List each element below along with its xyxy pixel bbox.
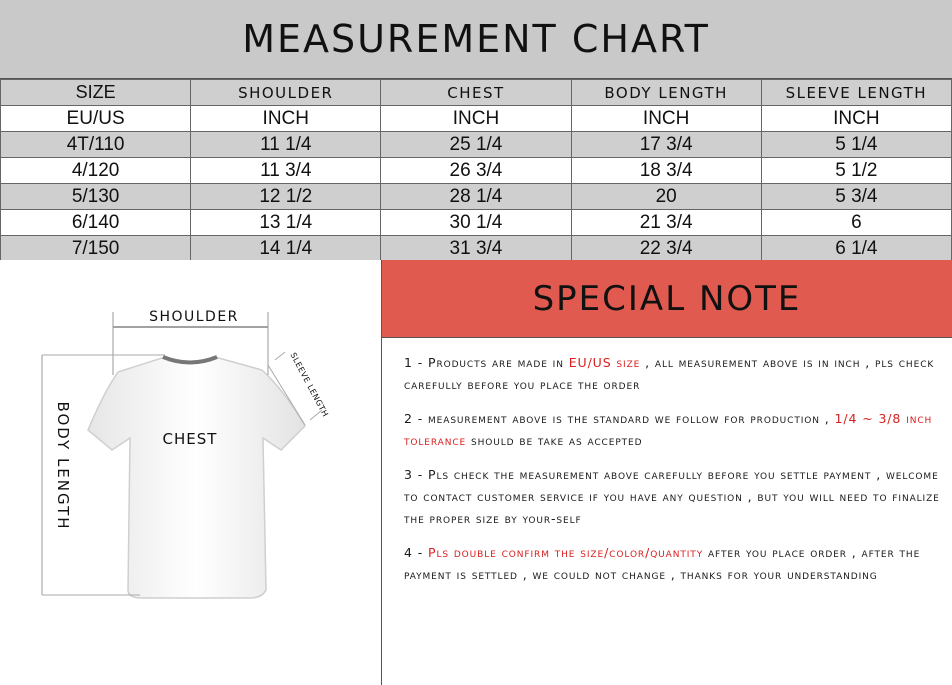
unit-cell: INCH [761,106,951,132]
body-length-cell: 22 3/4 [571,236,761,262]
tshirt-collar [163,357,217,363]
shoulder-cell: 14 1/4 [191,236,381,262]
chest-cell: 25 1/4 [381,132,571,158]
tshirt-diagram [0,260,381,685]
tshirt-diagram-panel [0,260,382,685]
body-length-cell: 18 3/4 [571,158,761,184]
note-4 [404,542,942,586]
chest-cell: 30 1/4 [381,210,571,236]
size-cell: 4/120 [1,158,191,184]
header-size: SIZE [1,80,191,106]
chest-cell: 28 1/4 [381,184,571,210]
unit-cell: EU/US [1,106,191,132]
table-row [1,132,952,158]
size-cell: 5/130 [1,184,191,210]
table-header-row [1,80,952,106]
note-2-text-a: 2 - measurement above is the standard we follow for production , [404,411,835,426]
note-1-text-b: , all measurement above is in inch , pls check carefully before you place the order [404,355,935,392]
chest-cell: 31 3/4 [381,236,571,262]
size-cell: 4T/110 [1,132,191,158]
note-3 [404,464,942,530]
chest-cell: 26 3/4 [381,158,571,184]
special-note-header [382,260,952,338]
table-row [1,236,952,262]
header-body-length: BODY LENGTH [571,80,761,106]
body-length-cell: 20 [571,184,761,210]
chart-title: MEASUREMENT CHART [242,17,710,61]
special-note-panel [382,260,952,685]
header-shoulder: SHOULDER [191,80,381,106]
chest-label: CHEST [162,430,218,448]
size-table [0,79,952,262]
sleeve-length-cell: 5 1/2 [761,158,951,184]
sleeve-length-label: SLEEVE LENGTH [288,351,330,419]
note-4-text-a: 4 - [404,545,429,560]
note-1-highlight: EU/US size [568,355,641,370]
special-note-title: SPECIAL NOTE [532,278,802,319]
table-row [1,184,952,210]
sleeve-length-cell: 5 1/4 [761,132,951,158]
note-1 [404,352,942,396]
shoulder-cell: 11 3/4 [191,158,381,184]
note-1-text-a: 1 - Products are made in [404,355,569,370]
sleeve-length-cell: 6 1/4 [761,236,951,262]
note-3-text: 3 - Pls check the measurement above carefully before you settle payment , welcome to contact customer service if you have any question , but you will need to finalize the proper size by your-self [404,467,940,526]
header-chest: CHEST [381,80,571,106]
notes-list [382,338,952,586]
unit-cell: INCH [381,106,571,132]
shoulder-cell: 12 1/2 [191,184,381,210]
note-2-text-b: should be take as accepted [466,433,643,448]
shoulder-label: SHOULDER [149,309,239,325]
table-row [1,210,952,236]
note-2 [404,408,942,452]
note-2-highlight: 1/4 ~ 3/8 inch tolerance [404,411,933,448]
body-length-label: BODY LENGTH [54,401,72,531]
note-4-highlight: Pls double confirm the size/color/quantity [428,545,704,560]
sleeve-length-cell: 6 [761,210,951,236]
header-sleeve-length: SLEEVE LENGTH [761,80,951,106]
size-cell: 6/140 [1,210,191,236]
unit-cell: INCH [191,106,381,132]
table-units-row [1,106,952,132]
tshirt-shape [88,357,305,598]
size-cell: 7/150 [1,236,191,262]
body-length-cell: 21 3/4 [571,210,761,236]
body-length-cell: 17 3/4 [571,132,761,158]
chart-title-bar [0,0,952,79]
shoulder-cell: 13 1/4 [191,210,381,236]
shoulder-cell: 11 1/4 [191,132,381,158]
note-4-text-b: after you place order , after the payment is settled , we could not change , thanks for your understanding [404,545,921,582]
table-row [1,158,952,184]
unit-cell: INCH [571,106,761,132]
sleeve-length-cell: 5 3/4 [761,184,951,210]
